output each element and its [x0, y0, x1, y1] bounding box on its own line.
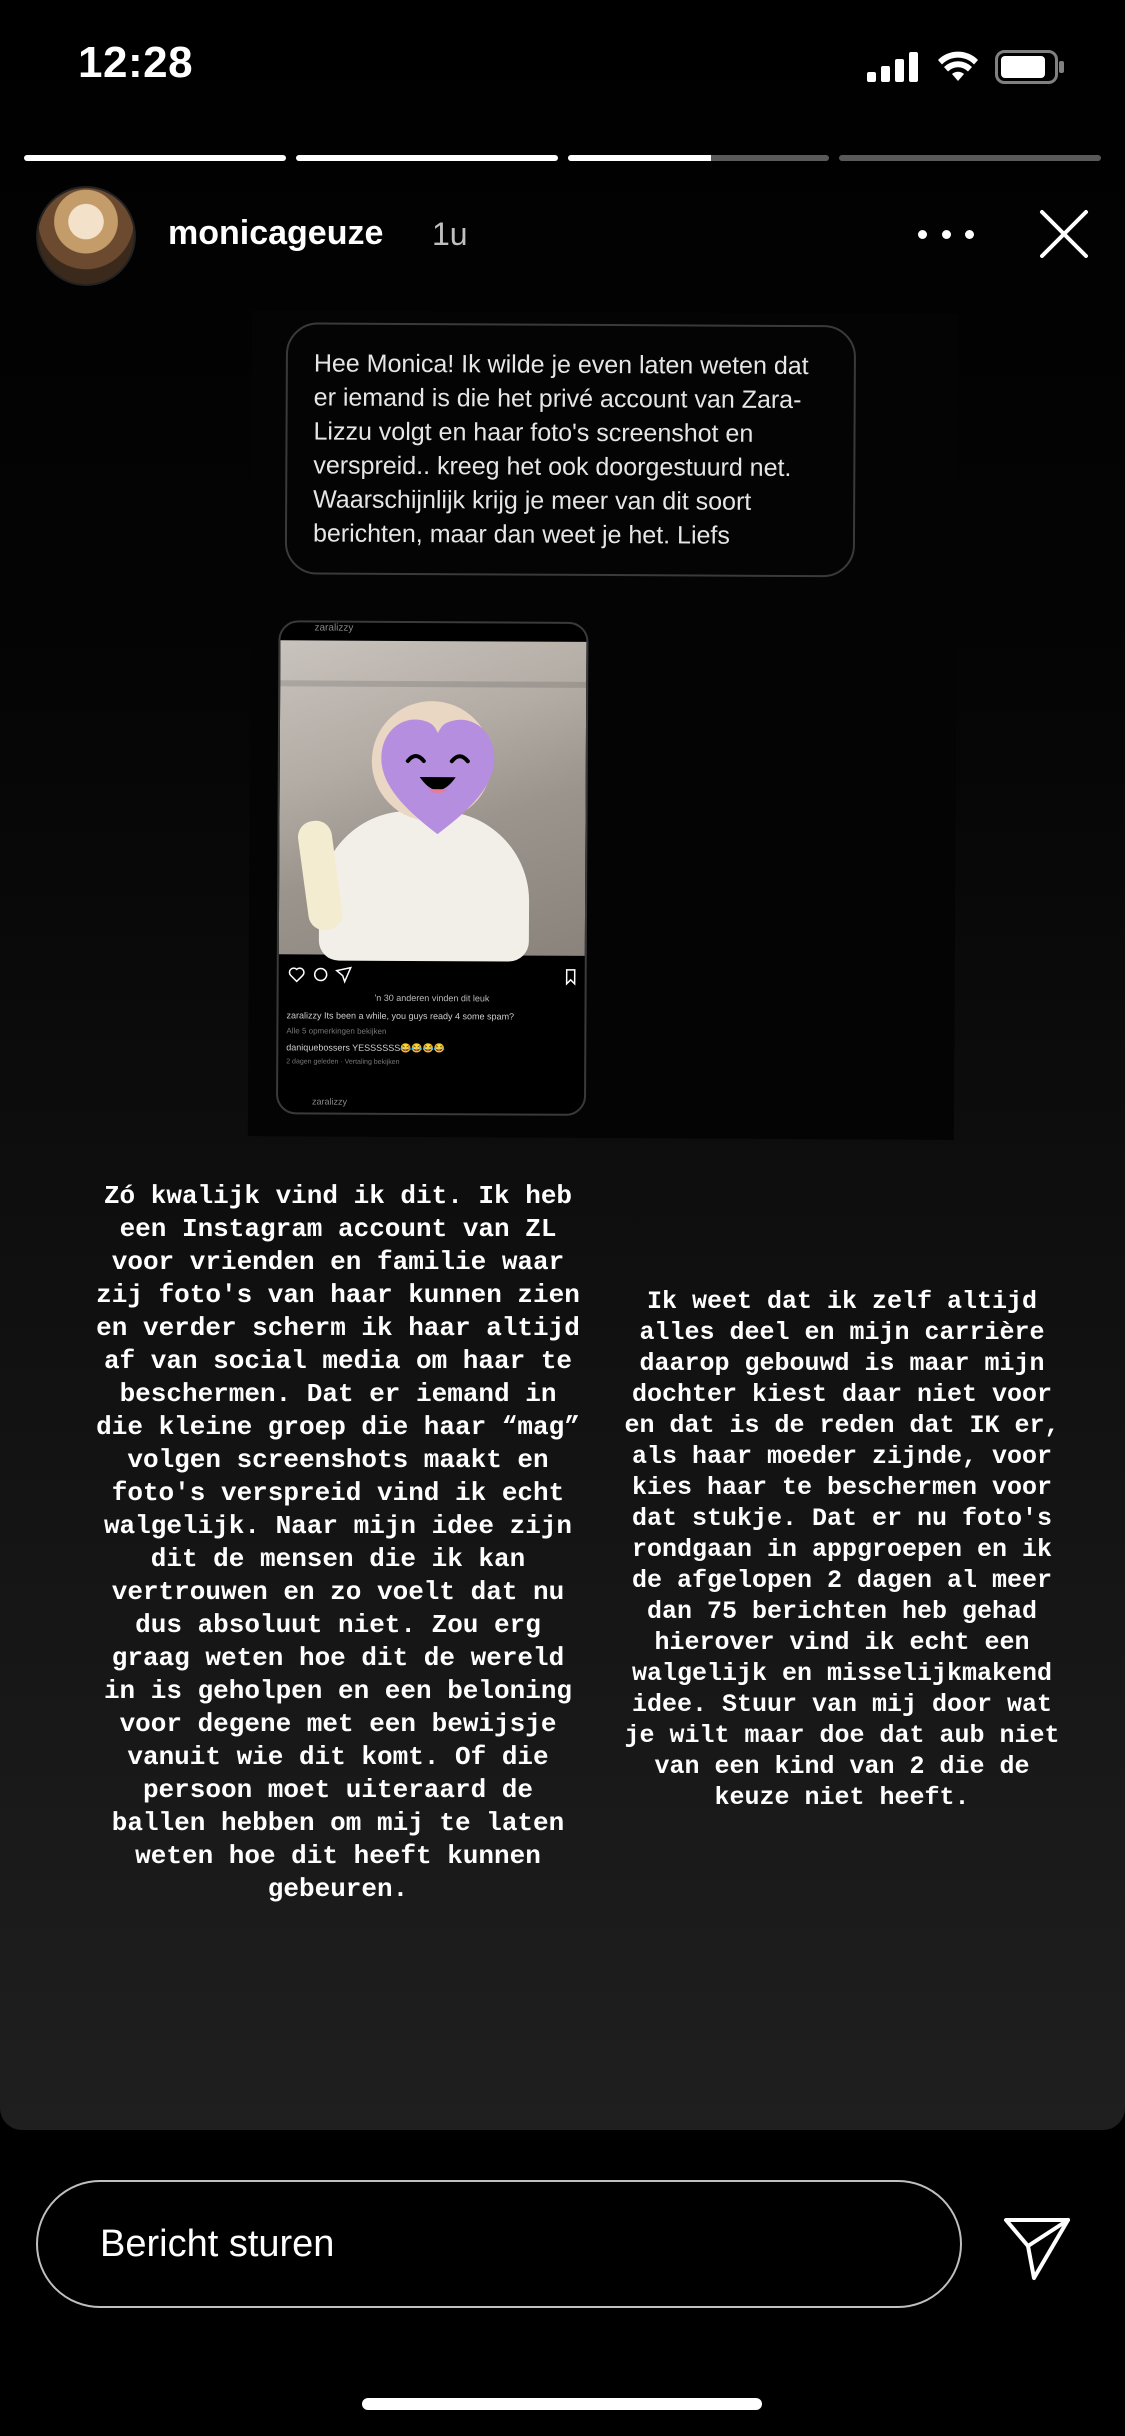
post-photo [279, 640, 587, 956]
avatar[interactable] [36, 186, 136, 286]
post-comment: daniquebossers YESSSSSS😂😂😂😂 [286, 1042, 446, 1054]
home-indicator[interactable] [362, 2398, 762, 2410]
battery-icon [995, 50, 1065, 84]
next-post-username: zaralizzy [311, 1096, 348, 1107]
story-text-left: Zó kwalijk vind ik dit. Ik heb een Instagram account van ZL voor vrienden en familie waar zij foto's van haar kunnen zien en verder scherm ik haar altijd af van social media om haar te beschermen. Dat er iemand in die kleine groep die haar “mag” volgen screenshots maakt en foto's verspreid vind ik echt walgelijk. Naar mijn idee zijn dit de mensen die ik kan vertrouwen en zo voelt dat nu dus absoluut niet. Zou erg graag weten hoe dit de wereld in is geholpen en een beloning voor degene met een bewijsje vanuit wie dit komt. Of die persoon moet uiteraard de ballen hebben om mij te laten weten hoe dit heeft kunnen gebeuren. [96, 1181, 580, 1904]
time-ago: 1u [432, 216, 468, 252]
more-options-button[interactable] [918, 214, 974, 254]
more-horizontal-icon [918, 230, 927, 239]
purple-heart-face-icon [377, 709, 498, 840]
story-progress [24, 155, 1101, 161]
status-icons [867, 50, 1065, 84]
story-text-right: Ik weet dat ik zelf altijd alles deel en mijn carrière daarop gebouwd is maar mijn dochter kiest daar niet voor en dat is de reden dat IK er, als haar moeder zijnde, voor kies haar te beschermen voor dat stukje. Dat er nu foto's rondgaan in appgroepen en ik de afgelopen 2 dagen al meer dan 75 berichten heb gehad hierover vind ik echt een walgelijk en misselijkmakend idee. Stuur van mij door wat je wilt maar doe dat aub niet van een kind van 2 die de keuze niet heeft. [624, 1287, 1060, 1812]
post-comments-link: Alle 5 opmerkingen bekijken [286, 1026, 387, 1036]
shared-post-card [276, 620, 589, 1116]
username[interactable]: monicageuze [168, 214, 384, 252]
ice-cream [296, 819, 344, 933]
post-date: 2 dagen geleden · Vertaling bekijken [286, 1058, 400, 1066]
post-username: zaralizzy [314, 622, 354, 634]
post-caption: zaralizzy Its been a while, you guys ready 4 some spam? [286, 1010, 515, 1022]
progress-segment [839, 155, 1101, 161]
progress-segment [296, 155, 558, 161]
progress-segment [568, 155, 830, 161]
post-likes: 'n 30 anderen vinden dit leuk [374, 992, 490, 1004]
dm-message-bubble: Hee Monica! Ik wilde je even laten weten dat er iemand is die het privé account van Zara-Lizzu volgt en haar foto's screenshot en verspreid.. kreeg het ook doorgestuurd net. Waarschijnlijk krijg je meer van dit soort berichten, maar dan weet je het. Liefs [285, 322, 856, 577]
cellular-signal-icon [867, 52, 921, 82]
send-icon[interactable] [1000, 2210, 1074, 2284]
post-action-icons [287, 962, 577, 988]
dm-screenshot [248, 310, 958, 1140]
status-time: 12:28 [78, 38, 194, 87]
wifi-icon [937, 51, 979, 83]
reply-input[interactable] [36, 2180, 962, 2308]
progress-segment [24, 155, 286, 161]
close-icon[interactable] [1036, 206, 1092, 262]
